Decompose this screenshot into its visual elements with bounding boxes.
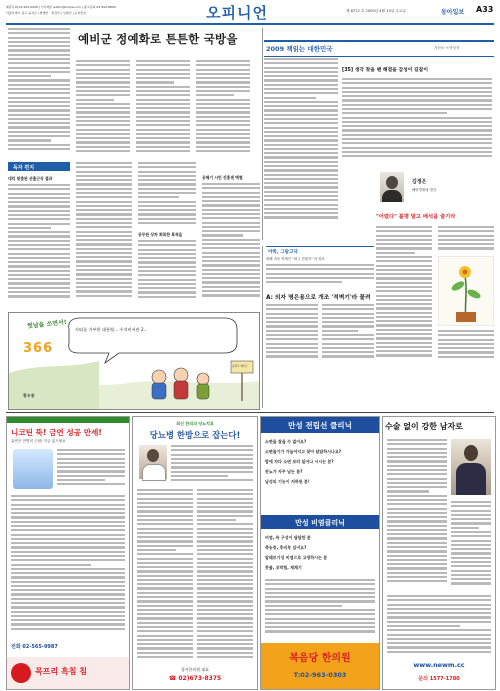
cartoon-head-1 xyxy=(152,370,166,384)
readers-title-3: 공해기 시민 진흥센 맥협 xyxy=(202,175,243,180)
ad3-item-3: 밤에 자다 소변 보러 일어나 시시는 분? xyxy=(265,459,334,464)
ad2-body-b xyxy=(137,489,193,663)
ad4-body-b xyxy=(451,501,491,589)
author-photo-head xyxy=(386,176,398,189)
ad3-phone: T:02-963-0303 xyxy=(293,671,347,679)
ad3-item2-1: 비염, 목 구성이 답답한 분 xyxy=(265,535,311,540)
ad3-item-1: 소변을 참을 수 없어요? xyxy=(265,439,307,444)
ad2-doctor-coat xyxy=(142,464,166,481)
editorial-headline: 예비군 정예화로 튼튼한 국방을 xyxy=(78,32,238,46)
ad1-phone: 전화 02-565-9987 xyxy=(11,644,58,650)
cartoon-head-2 xyxy=(174,368,188,382)
editorial-body-col1 xyxy=(8,28,70,154)
column-header-box xyxy=(264,40,494,57)
ad3-body xyxy=(265,579,375,637)
ad2-body-a xyxy=(171,445,253,485)
ad3-item-5: 남성의 기능이 저하된 분! xyxy=(265,479,310,484)
ad1-product-image xyxy=(13,449,53,489)
cartoon-hill xyxy=(9,361,99,409)
ad-diabetes[interactable] xyxy=(132,416,258,690)
author-title: 해양경찰대 경감 xyxy=(412,188,437,192)
ad3-item2-3: 알레르기성 비염으로 고생하시는 분 xyxy=(265,555,328,560)
ad4-photo-head xyxy=(464,445,478,461)
column-right-body-e xyxy=(438,330,494,360)
ad1-banner xyxy=(7,417,129,423)
column-right-body-c xyxy=(376,226,432,360)
ad-smoking[interactable] xyxy=(6,416,130,690)
ad4-url[interactable]: www.newm.cc xyxy=(413,661,465,669)
ad3-clinic-box xyxy=(261,643,379,689)
ads-top-rule xyxy=(6,412,494,413)
ad1-body xyxy=(57,449,125,489)
readers-body-1 xyxy=(8,184,70,302)
ad3-sub-bar xyxy=(261,515,379,529)
column-right-body-d xyxy=(438,226,494,254)
masthead-contact-line1: 제휴문의 02-952-0009 | 기사제보 editor@kmpa.com | 광고문의 02-952-8800 xyxy=(6,5,116,9)
editorial-body-col3 xyxy=(136,60,190,154)
ad2-doctor-photo xyxy=(139,445,167,479)
masthead-rule xyxy=(6,23,494,25)
ad2-kicker: 최신 한의의 당뇨치료 xyxy=(176,421,214,426)
readers-title-2: 공무원 상처 회복한 복적을 xyxy=(138,232,183,237)
middle-body-c xyxy=(322,304,374,360)
middle-headline: A: 의자 명은용으로 개조 '적벽기'라 물려 xyxy=(266,295,371,301)
ad1-sub: 흡연은 만병의 근원! 지금 끊으세요 xyxy=(11,439,66,443)
ad3-item2-2: 축농증, 후비루 있어요? xyxy=(265,545,307,550)
ad2-contact: 경서한의원 대표 xyxy=(180,667,210,672)
page-number: A33 xyxy=(476,5,494,14)
section-title: 오피니언 xyxy=(206,4,268,22)
middle-body-a xyxy=(266,264,374,286)
cartoon-bubble xyxy=(69,318,237,363)
column-header-sub: 저탄소·녹색성장 xyxy=(434,46,460,50)
cartoon-body-1 xyxy=(152,383,166,399)
ad1-brand-logo xyxy=(11,663,31,683)
ad2-phone: ☎ 02)673-8375 xyxy=(168,675,222,682)
ad2-body-c xyxy=(197,489,253,663)
illustration-pot xyxy=(456,312,476,322)
ad3-item-4: 잔뇨가 자꾸 남는 분? xyxy=(265,469,303,474)
ad2-doctor-head xyxy=(147,449,159,462)
masthead xyxy=(6,2,494,24)
cartoon-head-3 xyxy=(197,373,209,385)
ad3-sub: 만성 비염클리닉 xyxy=(295,518,345,527)
ad3-title: 만성 전립선 클리닉 xyxy=(288,421,352,430)
masthead-contact-line2: 서울특별시 중구 을지로 | 발행인 · 편집인 | 인쇄인 | 등록번호 xyxy=(6,11,87,15)
readers-label-text: 독자 편지 xyxy=(13,164,35,171)
cartoon-artist: 황우룡 xyxy=(23,393,35,398)
readers-label xyxy=(8,162,70,171)
author-photo xyxy=(380,172,404,202)
ad1-brand: 목프리 흑침 침 xyxy=(35,667,87,676)
editorial-body-col4 xyxy=(196,60,250,154)
readers-body-4 xyxy=(138,240,196,302)
editorial-body-col2 xyxy=(76,60,130,154)
readers-title-1: 대덕 맞춤된 선출근직 결과 xyxy=(8,176,53,181)
readers-body-5 xyxy=(202,183,260,302)
cartoon-body-2 xyxy=(174,381,188,399)
paper-name: 동아일보 xyxy=(441,9,465,16)
readers-body-2 xyxy=(76,162,132,302)
readers-body-3 xyxy=(138,162,196,228)
ad4-body-a xyxy=(387,439,447,589)
ad3-title-bar xyxy=(261,417,379,433)
middle-body-b xyxy=(266,304,318,360)
column-right-body-b xyxy=(342,78,492,162)
middle-header xyxy=(266,246,374,256)
ad4-photo-body xyxy=(456,463,486,495)
issue-date: 제 8772 호 2009년 4월 15일 수요일 xyxy=(346,9,406,13)
ad4-photo xyxy=(451,439,491,495)
ad1-title: 니코틴 뚝! 금연 성공 만세! xyxy=(11,428,102,437)
cartoon-caption: 헛날을 쓰면서! xyxy=(26,318,67,331)
ad4-title: 수술 없이 강한 남자로 xyxy=(385,422,463,431)
cartoon-bubble-text: 사퇴를 거부한 대통령... 수석비서관 2... xyxy=(75,327,148,332)
cartoon-stamp: 366 xyxy=(23,341,54,356)
ad2-title: 당뇨병 한방으로 잡는다! xyxy=(149,430,241,440)
cartoon-sign-text: 중학교 3학년 xyxy=(232,365,248,368)
middle-sub: 양해 마음 학제인 "최그 건데지" 아 과료 xyxy=(266,257,325,261)
column-title: [35] 생각 찾을 땐 해결을 감성이 길잡이 xyxy=(342,68,428,73)
column-divider-2 xyxy=(262,28,263,240)
column-right-body-a xyxy=(264,58,338,226)
author-name: 김정은 xyxy=(412,179,427,185)
illustration-plant xyxy=(438,256,494,326)
ad3-clinic: 복음당 한의원 xyxy=(289,653,351,664)
ad-men[interactable] xyxy=(382,416,496,690)
column-divider-1 xyxy=(262,246,263,408)
ad4-body-c xyxy=(387,595,491,655)
ad3-item-2: 소변줄기가 가늘어지고 잦아 답답하시나요? xyxy=(265,449,342,454)
author-photo-body xyxy=(382,190,402,202)
middle-header-text: 야학, 그람고닥 xyxy=(268,249,298,255)
ad1-brand-bar xyxy=(7,657,129,689)
column-header: 2009 책읽는 대한민국 xyxy=(266,45,333,53)
cartoon-body-3 xyxy=(197,384,209,399)
ad1-body-2 xyxy=(11,495,125,635)
illustration-flower-center xyxy=(463,270,468,275)
ad-clinic[interactable] xyxy=(260,416,380,690)
ad4-phone: 문의 1577-1780 xyxy=(418,676,460,682)
cartoon-panel xyxy=(8,312,260,410)
column-subhead: "어렸다" 불평 말고 배석을 즐기라 xyxy=(376,214,456,220)
ad3-item2-4: 콧물, 코막힘, 재채기 xyxy=(265,565,302,570)
